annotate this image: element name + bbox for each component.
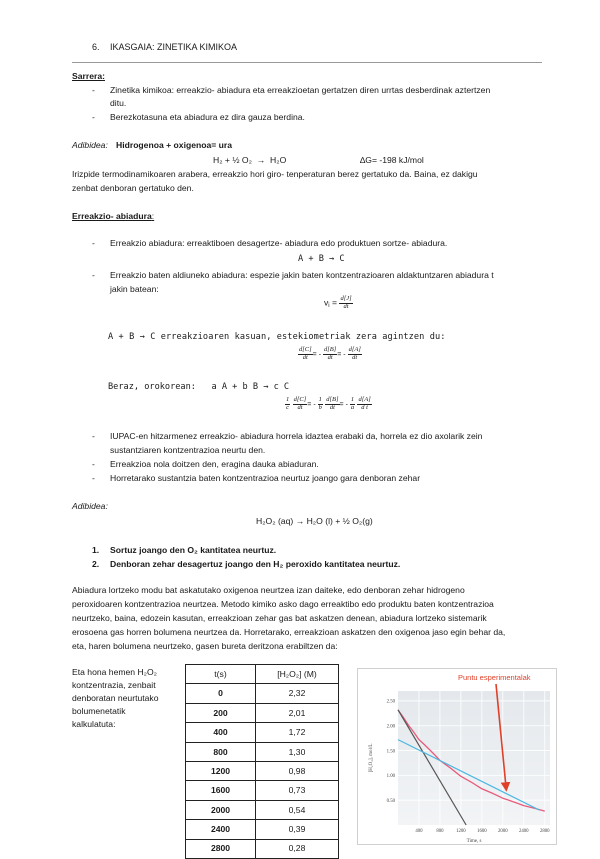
table-row: [186, 703, 339, 722]
paragraph-line: eta, haren bolumena neurtzeko, gasen bureta deritzona erabiltzen da:: [72, 641, 338, 651]
table-cell: 0,73: [256, 781, 339, 800]
intro-bullet-1: Zinetika kimikoa: erreakzio- abiadura eta erreakzioetan gertatzen diren urrtas desberdinak aztertzen: [110, 85, 491, 95]
table-cell: 200: [186, 703, 256, 722]
bullet-dash: -: [92, 85, 95, 95]
table-row: [186, 761, 339, 780]
rate-bullet-1: Erreakzio abiadura: erreaktiboen desagertze- abiadura edo produktuen sortze- abiadura.: [110, 238, 448, 248]
y-tick-label: 0.50: [386, 798, 395, 804]
step-1: Sortuz joango den O₂ kantitatea neurtuz.: [110, 545, 277, 555]
rate-heading: Erreakzio- abiadura:: [72, 211, 155, 221]
table-header: t(s): [186, 665, 256, 684]
table-cell: 0,28: [256, 839, 339, 858]
table-row: [186, 781, 339, 800]
rate-bullet-4: Erreakzioa nola doitzen den, eragina dauka abiaduran.: [110, 459, 319, 469]
table-cell: 1,30: [256, 742, 339, 761]
y-tick-label: 2.50: [386, 699, 395, 705]
y-tick-label: 1.50: [386, 749, 395, 755]
header-rule: [72, 62, 542, 63]
bullet-dash: -: [92, 473, 95, 483]
table-row: [186, 820, 339, 839]
x-tick-label: 2800: [539, 829, 550, 834]
paragraph-line: peroxidoaren kontzentrazioa neurtzea. Metodo kimiko asko dago erreaktibo edo produktu baten kontzentrazioa: [72, 599, 494, 609]
table-row: [186, 839, 339, 858]
chart-annotation: Puntu esperimentalak: [458, 673, 531, 682]
y-tick-label: 1.00: [386, 774, 395, 780]
bullet-dash: -: [92, 238, 95, 248]
rate-bullet-2: Erreakzio baten aldiuneko abiadura: espezie jakin baten kontzentrazioaren aldaktuntzaren abiadura t: [110, 270, 494, 280]
table-cell: 0,98: [256, 761, 339, 780]
example-text-2: zenbat denboran gertatuko den.: [72, 183, 194, 193]
example-label: Adibidea:: [72, 501, 108, 511]
water-equation: H₂ + ½ O₂ → H₂O: [213, 155, 287, 165]
table-cell: 1,72: [256, 723, 339, 742]
side-text-line: denboratan neurtutako: [72, 693, 159, 703]
step-number: 2.: [92, 559, 100, 569]
table-row: [186, 800, 339, 819]
instant-rate-formula: $v_i$ = $\frac{d[J]}{dt}$: [324, 295, 352, 310]
x-tick-label: 1600: [477, 829, 487, 834]
example-text-1: Irizpide termodinamikoaren arabera, erreakzio hori giro- tenperaturan berez gertatuko da. Baina, ez dakigu: [72, 169, 478, 179]
rate-bullet-5: Horretarako sustantzia baten kontzentrazioa neurtuz joango gara denboran zehar: [110, 473, 421, 483]
example-label: Adibidea:: [72, 140, 108, 150]
side-text-line: bolumenetatik: [72, 706, 126, 716]
chart-svg: [358, 669, 558, 846]
table-cell: 800: [186, 742, 256, 761]
table-cell: 1200: [186, 761, 256, 780]
gibbs-energy: ∆G= -198 kJ/mol: [360, 155, 424, 165]
x-tick-label: 2000: [498, 829, 508, 834]
x-axis-label: Time, s: [466, 839, 482, 844]
intro-bullet-1-cont: ditu.: [110, 98, 127, 108]
table-cell: 400: [186, 723, 256, 742]
table-row: [186, 684, 339, 703]
paragraph-line: erosoena gas horren bolumena neurtzea da. Horretarako, erreakzioan askatzen den oxigenoa jaso egin behar da,: [72, 627, 506, 637]
table-cell: 0: [186, 684, 256, 703]
concentration-table: [185, 664, 339, 859]
table-header-row: [186, 665, 339, 684]
general-rate-formula: $\frac{1}{c}$ $\frac{d[C]}{dt}$ = - $\frac{1}{b}$ $\frac{d[B]}{dt}$ = - $\frac{1}{a}$ $\frac{d[A]}{\text{d t}}$: [286, 396, 371, 411]
side-text-line: kalkulatuta:: [72, 719, 116, 729]
table-cell: 2800: [186, 839, 256, 858]
step-number: 1.: [92, 545, 100, 555]
intro-bullet-2: Berezkotasuna eta abiadura ez dira gauza berdina.: [110, 112, 305, 122]
table-row: [186, 723, 339, 742]
table-cell: 1600: [186, 781, 256, 800]
peroxide-equation: H₂O₂ (aq) → H₂O (l) + ½ O₂(g): [256, 516, 373, 526]
x-tick-label: 1200: [456, 829, 466, 834]
rate-bullet-3-cont: sustantziaren kontzentrazioa neurtu den.: [110, 445, 266, 455]
side-text-line: Eta hona hemen H₂O₂: [72, 667, 158, 677]
paragraph-line: Abiadura lortzeko modu bat askatutako oxigenoa neurtzea izan daiteke, edo denboran zehar hidrogeno: [72, 585, 465, 595]
concentration-chart: [357, 668, 557, 845]
rate-bullet-2-cont: jakin batean:: [110, 284, 159, 294]
x-tick-label: 800: [436, 829, 444, 834]
rate-bullet-3: IUPAC-en hitzarmenez erreakzio- abiadura horrela idaztea erabaki da, horrela ez dio axolarik zein: [110, 431, 483, 441]
chapter-title: IKASGAIA: ZINETIKA KIMIKOA: [110, 42, 238, 52]
chapter-number: 6.: [92, 42, 100, 52]
table-row: [186, 742, 339, 761]
bullet-dash: -: [92, 112, 95, 122]
plot-area: [398, 691, 550, 825]
reaction-abc: A + B → C: [298, 254, 345, 264]
bullet-dash: -: [92, 459, 95, 469]
example-title: Hidrogenoa + oxigenoa= ura: [116, 140, 233, 150]
y-axis-label: [H₂O₂], mol/L: [369, 743, 374, 773]
side-text-line: kontzentrazia, zenbait: [72, 680, 156, 690]
table-cell: 0,39: [256, 820, 339, 839]
table-cell: 2,32: [256, 684, 339, 703]
paragraph-line: neurtzeko, baina, edozein kasutan, erreakzioan zehar gas bat askatzen denean, abiadura lortzeko sistemarik: [72, 613, 487, 623]
stoichiometry-text: A + B → C erreakzioaren kasuan, estekiometriak zera agintzen du:: [108, 332, 446, 342]
step-2: Denboran zehar desagertuz joango den H₂ peroxido kantitatea neurtuz.: [110, 559, 401, 569]
intro-heading: Sarrera:: [72, 71, 105, 81]
table-cell: 2400: [186, 820, 256, 839]
x-tick-label: 400: [415, 829, 423, 834]
table-header: [H₂O₂] (M): [256, 665, 339, 684]
y-tick-label: 2.00: [386, 724, 395, 730]
general-reaction-text: Beraz, orokorean: a A + b B → c C: [108, 382, 290, 392]
table-cell: 0,54: [256, 800, 339, 819]
table-cell: 2000: [186, 800, 256, 819]
bullet-dash: -: [92, 431, 95, 441]
table-cell: 2,01: [256, 703, 339, 722]
stoichiometry-formula: $\frac{d[C]}{dt}$ = - $\frac{d[B]}{dt}$ = - $\frac{d[A]}{dt}$: [299, 346, 361, 361]
x-tick-label: 2400: [518, 829, 529, 834]
bullet-dash: -: [92, 270, 95, 280]
